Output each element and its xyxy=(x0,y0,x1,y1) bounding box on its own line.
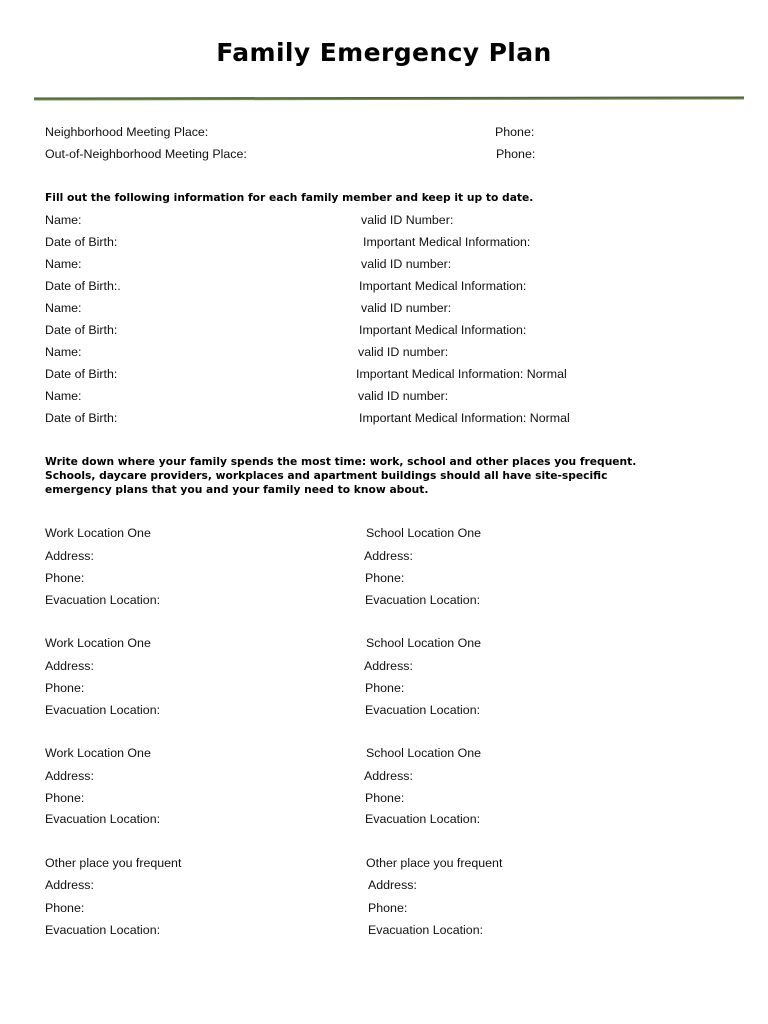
evacuation-location-label: Evacuation Location: xyxy=(365,593,481,607)
evacuation-location-label: Evacuation Location: xyxy=(368,923,484,937)
phone-label: Phone: xyxy=(45,681,85,695)
member-row-left: Date of Birth:. xyxy=(45,279,121,293)
member-row-left: Name: xyxy=(45,389,82,403)
phone-label: Phone: xyxy=(45,901,85,915)
other-place-heading: Other place you frequent xyxy=(366,856,503,870)
school-location-heading: School Location One xyxy=(366,746,482,760)
member-row-right: Important Medical Information: xyxy=(363,235,531,249)
evacuation-location-label: Evacuation Location: xyxy=(45,593,161,607)
family-member-instruction: Fill out the following information for each family member and keep it up to date. xyxy=(45,191,534,204)
evacuation-location-label: Evacuation Location: xyxy=(45,923,161,937)
member-row-left: Date of Birth: xyxy=(45,235,118,249)
member-row-left: Name: xyxy=(45,257,82,271)
member-row-right: valid ID Number: xyxy=(361,213,454,227)
member-row-right: valid ID number: xyxy=(361,257,452,271)
work-location-heading: Work Location One xyxy=(45,636,151,650)
evacuation-location-label: Evacuation Location: xyxy=(45,812,161,826)
member-row-right: Important Medical Information: xyxy=(359,279,527,293)
page-title: Family Emergency Plan xyxy=(216,38,552,67)
phone-label: Phone: xyxy=(45,791,85,805)
member-row-left: Date of Birth: xyxy=(45,323,118,337)
neighborhood-meeting-place-label: Neighborhood Meeting Place: xyxy=(45,125,209,139)
evacuation-location-label: Evacuation Location: xyxy=(365,812,481,826)
member-row-right: valid ID number: xyxy=(361,301,452,315)
evacuation-location-label: Evacuation Location: xyxy=(45,703,161,717)
address-label: Address: xyxy=(45,659,94,673)
out-of-neighborhood-meeting-place-label: Out-of-Neighborhood Meeting Place: xyxy=(45,147,247,161)
address-label: Address: xyxy=(364,659,413,673)
school-location-heading: School Location One xyxy=(366,636,482,650)
member-row-right: valid ID number: xyxy=(358,389,449,403)
phone-label: Phone: xyxy=(365,571,405,585)
member-row-right: valid ID number: xyxy=(358,345,449,359)
places-instruction-line: Schools, daycare providers, workplaces and apartment buildings should all have site-specific xyxy=(45,469,608,482)
school-location-heading: School Location One xyxy=(366,526,482,540)
places-instruction-line: emergency plans that you and your family need to know about. xyxy=(45,483,429,496)
address-label: Address: xyxy=(364,549,413,563)
address-label: Address: xyxy=(45,769,94,783)
member-row-left: Date of Birth: xyxy=(45,367,118,381)
address-label: Address: xyxy=(45,549,94,563)
phone-label: Phone: xyxy=(365,791,405,805)
member-row-left: Name: xyxy=(45,301,82,315)
work-location-heading: Work Location One xyxy=(45,746,151,760)
neighborhood-phone-label: Phone: xyxy=(495,125,535,139)
work-location-heading: Work Location One xyxy=(45,526,151,540)
member-row-left: Name: xyxy=(45,213,82,227)
other-place-heading: Other place you frequent xyxy=(45,856,182,870)
address-label: Address: xyxy=(364,769,413,783)
member-row-right: Important Medical Information: Normal xyxy=(356,367,567,381)
member-row-left: Name: xyxy=(45,345,82,359)
member-row-right: Important Medical Information: Normal xyxy=(359,411,570,425)
member-row-right: Important Medical Information: xyxy=(359,323,527,337)
phone-label: Phone: xyxy=(365,681,405,695)
title-divider xyxy=(34,97,744,101)
places-instruction-line: Write down where your family spends the most time: work, school and other places you frequent. xyxy=(45,455,637,468)
member-row-left: Date of Birth: xyxy=(45,411,118,425)
evacuation-location-label: Evacuation Location: xyxy=(365,703,481,717)
address-label: Address: xyxy=(368,878,417,892)
phone-label: Phone: xyxy=(368,901,408,915)
phone-label: Phone: xyxy=(45,571,85,585)
out-of-neighborhood-phone-label: Phone: xyxy=(496,147,536,161)
address-label: Address: xyxy=(45,878,94,892)
